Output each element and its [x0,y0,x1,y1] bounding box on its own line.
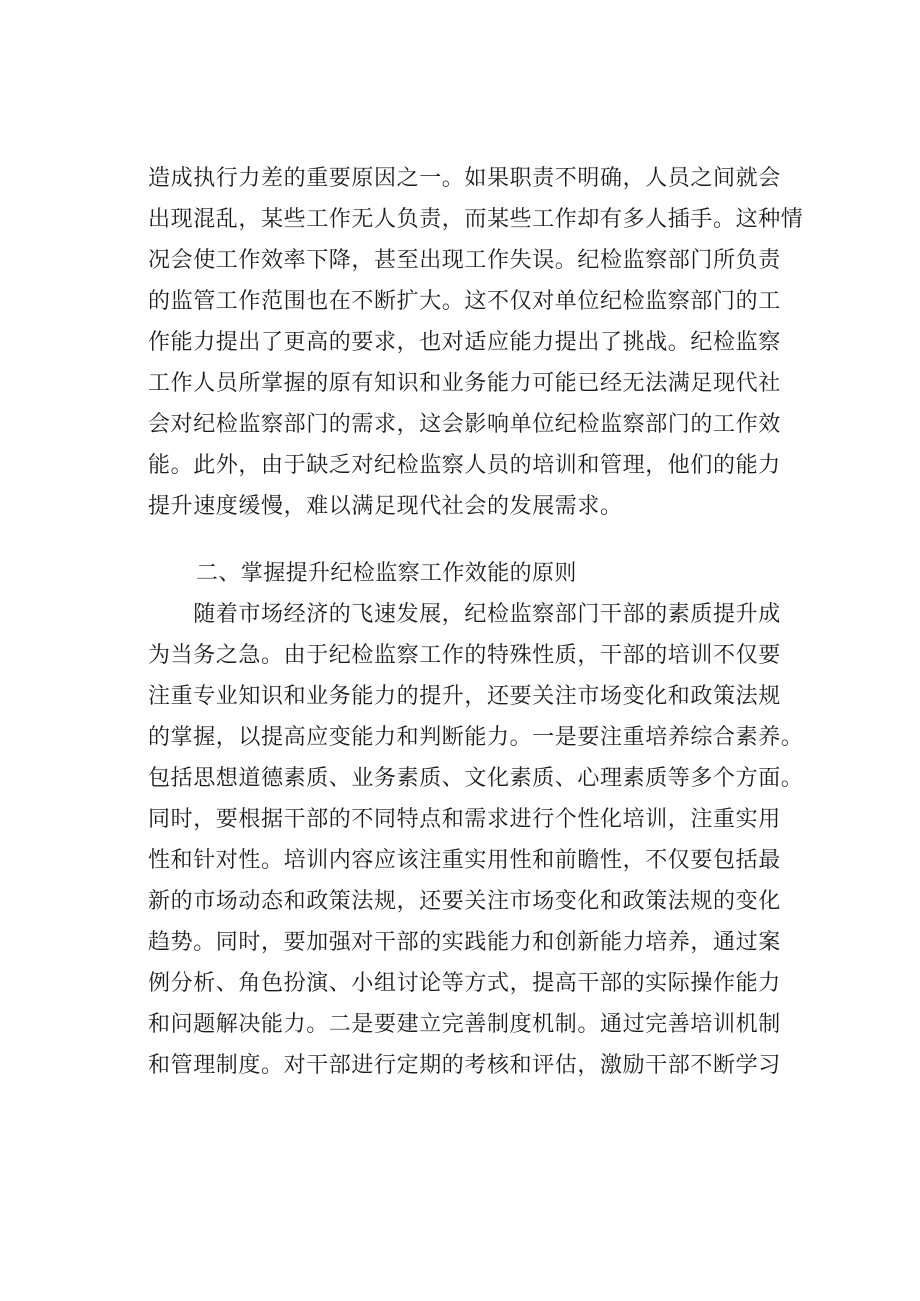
text-line: 新的市场动态和政策法规，还要关注市场变化和政策法规的变化 [148,889,781,914]
text-line: 的掌握，以提高应变能力和判断能力。一是要注重培养综合素养。 [148,725,804,750]
paragraph-1 [148,158,804,527]
text-line: 造成执行力差的重要原因之一。如果职责不明确，人员之间就会 [148,166,781,191]
section-heading: 二、掌握提升纪检监察工作效能的原则 [196,561,577,586]
text-line: 提升速度缓慢，难以满足现代社会的发展需求。 [148,494,623,519]
text-line: 的监管工作范围也在不断扩大。这不仅对单位纪检监察部门的工 [148,289,781,314]
paragraph-2 [148,594,804,1086]
text-line: 作能力提出了更高的要求，也对适应能力提出了挑战。纪检监察 [148,330,781,355]
text-line: 工作人员所掌握的原有知识和业务能力可能已经无法满足现代社 [148,371,781,396]
text-line: 例分析、角色扮演、小组讨论等方式，提高干部的实际操作能力 [148,971,781,996]
text-line: 和问题解决能力。二是要建立完善制度机制。通过完善培训机制 [148,1012,781,1037]
text-line: 能。此外，由于缺乏对纪检监察人员的培训和管理，他们的能力 [148,453,781,478]
text-line: 随着市场经济的飞速发展，纪检监察部门干部的素质提升成 [148,602,781,627]
text-line: 会对纪检监察部门的需求，这会影响单位纪检监察部门的工作效 [148,412,781,437]
text-line: 和管理制度。对干部进行定期的考核和评估，激励干部不断学习 [148,1053,781,1078]
text-line: 包括思想道德素质、业务素质、文化素质、心理素质等多个方面。 [148,766,804,791]
text-line: 同时，要根据干部的不同特点和需求进行个性化培训，注重实用 [148,807,781,832]
text-line: 注重专业知识和业务能力的提升，还要关注市场变化和政策法规 [148,684,781,709]
text-line: 性和针对性。培训内容应该注重实用性和前瞻性，不仅要包括最 [148,848,781,873]
text-line: 出现混乱，某些工作无人负责，而某些工作却有多人插手。这种情 [148,207,804,232]
text-line: 为当务之急。由于纪检监察工作的特殊性质，干部的培训不仅要 [148,643,781,668]
text-line: 况会使工作效率下降，甚至出现工作失误。纪检监察部门所负责 [148,248,781,273]
text-line: 趋势。同时，要加强对干部的实践能力和创新能力培养，通过案 [148,930,781,955]
